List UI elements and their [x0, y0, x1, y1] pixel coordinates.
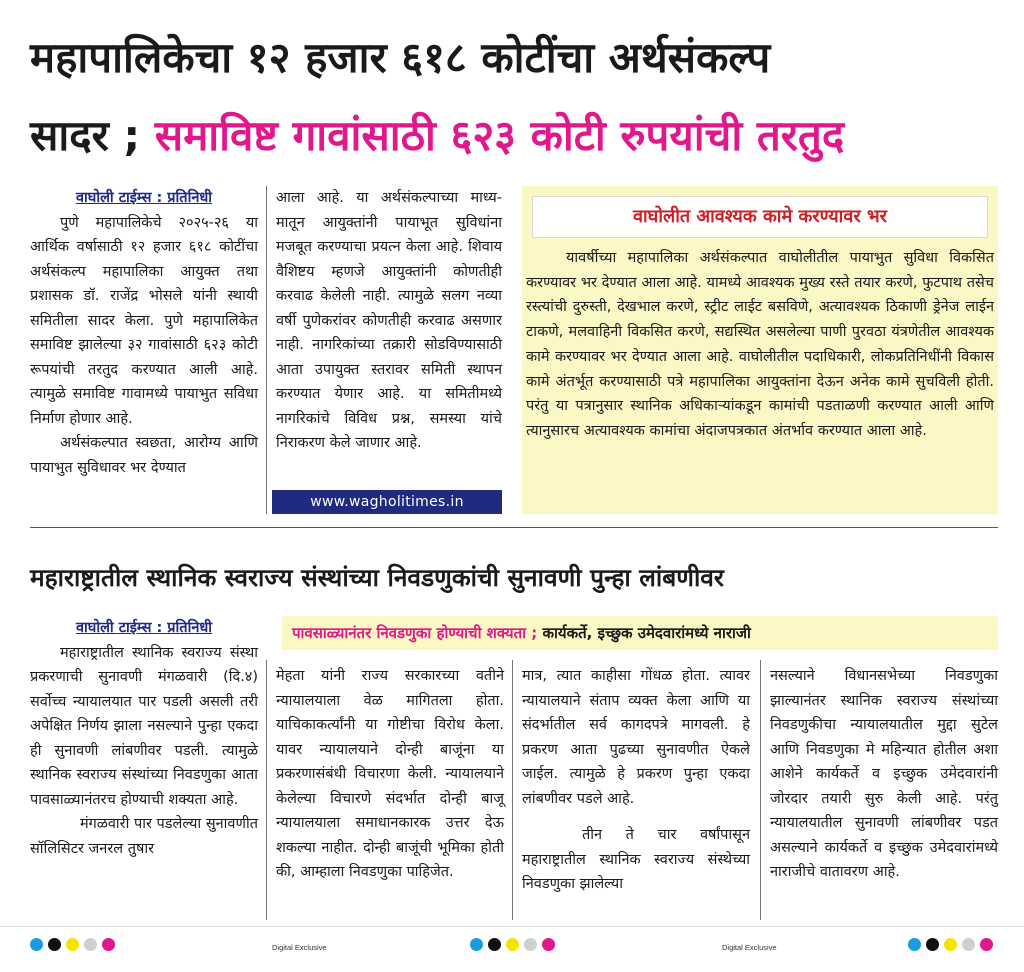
article2-subheadline-rest: कार्यकर्ते, इच्छुक उमेदवारांमध्ये नाराजी: [542, 624, 751, 642]
article2-column-3: [522, 664, 750, 897]
article1-paragraph-2: अर्थसंकल्पात स्वछता, आरोग्य आणि पायाभुत सुविधावर भर देण्यात: [30, 435, 258, 476]
column-divider: [512, 660, 513, 920]
registration-dot: [48, 938, 61, 951]
registration-dot: [926, 938, 939, 951]
article1-paragraph-3: आला आहे. या अर्थसंकल्पाच्या माध्य- मातून आयुक्तांनी पायाभूत सुविधांना मजबूत करण्याचा प्रयत्न केला आहे. शिवाय वैशिष्टय म्हणजे आयुक्तांनी कोणतीही करवाढ केलेली नाही. त्यामुळे सलग नव्या वर्षी पुणेकरांवर कोणतीही करवाढ असणार नाही. नागरिकांच्या तक्रारी सोडविण्यासाठी आता उपायुक्त स्तरावर समिती स्थापन करण्यात येणार आहे. या समितीमध्ये नागरिकांचे विविध प्रश्न, समस्या यांचे निराकरण केले जाणार आहे.: [276, 190, 502, 451]
article2-paragraph-4: मात्र, त्यात काहीसा गोंधळ होता. त्यावर न्यायालयाने संताप व्यक्त केला आणि या संदर्भातील सर्व कागदपत्रे मागवली. हे प्रकरण आता पुढच्या सुनावणीत ऐकले जाईल. त्यामुळे हे प्रकरण पुन्हा एकदा लांबणीवर पडले आहे.: [522, 668, 750, 807]
column-divider: [266, 660, 267, 920]
column-divider: [266, 186, 267, 514]
article2-paragraph-6: नसल्याने विधानसभेच्या निवडणुका झाल्यानंतर स्थानिक स्वराज्य संस्थांच्या निवडणुकीचा न्यायालयातील मुद्दा सुटेल आणि निवडणुका मे महिन्यात होतील अशा आशेने कार्यकर्ते व इच्छुक उमेदवारांनी जोरदार तयारी सुरु केली आहे. परंतु न्यायालयातील सुनावणी लांबणीवर पडत असल्याने कार्यकर्ते व इच्छुक उमेदवारांमध्ये नाराजीचे वातावरण आहे.: [770, 668, 998, 880]
registration-dot: [908, 938, 921, 951]
main-headline-line-2-highlight: समाविष्ट गावांसाठी ६२३ कोटी रुपयांची तरतुद: [154, 111, 845, 160]
article2-column-4: [770, 664, 998, 885]
digital-exclusive-label-left: Digital Exclusive: [272, 943, 327, 952]
highlight-title: वाघोलीत आवश्यक कामे करण्यावर भर: [532, 196, 988, 238]
registration-marks-right: [908, 938, 993, 952]
registration-dot: [980, 938, 993, 951]
article2-paragraph-2: मंगळवारी पार पडलेल्या सुनावणीत सॉलिसिटर जनरल तुषार: [30, 816, 258, 857]
article1-byline: वाघोली टाईम्स : प्रतिनिधी: [75, 190, 213, 206]
footer-rule: [0, 926, 1024, 927]
main-headline-line-2: [30, 108, 1000, 164]
registration-dot: [102, 938, 115, 951]
registration-marks-left: [30, 938, 115, 952]
registration-dot: [84, 938, 97, 951]
article1-column-2: [276, 186, 502, 456]
registration-dot: [944, 938, 957, 951]
article2-subheadline: [282, 616, 998, 650]
article2-subheadline-lead: पावसाळ्यानंतर निवडणुका होण्याची शक्यता ;: [292, 624, 543, 642]
column-divider: [760, 660, 761, 920]
registration-dot: [962, 938, 975, 951]
article1-paragraph-1: पुणे महापालिकेचे २०२५-२६ या आर्थिक वर्षासाठी १२ हजार ६१८ कोटींचा अर्थसंकल्प महापालिका आयुक्त तथा प्रशासक डॉ. राजेंद्र भोसले यांनी स्थायी समितीला सादर केला. पुणे महापालिकेत समाविष्ट झालेल्या ३२ गावांसाठी ६२३ कोटी रूपयांची तरतुद करण्यात आली आहे. त्यामुळे समाविष्ट गावामध्ये पायाभुत सविधा निर्माण होणार आहे.: [30, 214, 258, 427]
article2-byline: वाघोली टाईम्स : प्रतिनिधी: [75, 620, 213, 636]
registration-dot: [66, 938, 79, 951]
article2-paragraph-5: तीन ते चार वर्षांपासून महाराष्ट्रातील स्थानिक स्वराज्य संस्थेच्या निवडणुका झालेल्या: [522, 827, 750, 892]
article2-column-2: [276, 664, 504, 885]
article1-column-1: [30, 186, 258, 480]
digital-exclusive-label-right: Digital Exclusive: [722, 943, 777, 952]
registration-dot: [524, 938, 537, 951]
article2-paragraph-1: महाराष्ट्रातील स्थानिक स्वराज्य संस्था प्रकरणाची सुनावणी मंगळवारी (दि.४) सर्वोच्च न्यायालयात पार पडली असली तरी अपेक्षित निर्णय झाला नसल्याने पुन्हा एकदा ही सुनावणी लांबणीवर पडली. त्यामुळे स्थानिक स्वराज्य संस्थांच्या निवडणुका आता पावसाळ्यानंतरच होण्याची शक्यता आहे.: [30, 644, 258, 808]
registration-dot: [470, 938, 483, 951]
main-headline-line-1: महापालिकेचा १२ हजार ६१८ कोटींचा अर्थसंकल्प: [30, 33, 771, 82]
main-headline-line-2-lead: सादर ;: [30, 111, 155, 160]
registration-dot: [542, 938, 555, 951]
article2-column-1: [30, 616, 258, 861]
registration-dot: [488, 938, 501, 951]
registration-marks-center: [470, 938, 555, 952]
section-divider: [30, 527, 998, 528]
article2-headline: महाराष्ट्रातील स्थानिक स्वराज्य संस्थांच्या निवडणुकांची सुनावणी पुन्हा लांबणीवर: [30, 563, 724, 592]
website-banner: www.wagholitimes.in: [272, 490, 502, 514]
highlight-body: यावर्षीच्या महापालिका अर्थसंकल्पात वाघोलीतील पायाभुत सुविधा विकसित करण्यावर भर देण्यात आला आहे. यामध्ये आवश्यक मुख्य रस्ते तयार करणे, फुटपाथ तसेच रस्त्यांची दुरुस्ती, देखभाल करणे, स्ट्रीट लाईट बसविणे, अत्यावश्यक ठिकाणी ड्रेनेज लाईन टाकणे, मलवाहिनी विकसित करणे, सद्यस्थित असलेल्या पाणी पुरवठा यंत्रणेतील आवश्यक कामे करण्यावर भर देण्यात आला आहे. वाघोलीतील पदाधिकारी, लोकप्रतिनिधींनी विकास कामे अंतर्भूत करण्यासाठी पत्रे महापालिका आयुक्तांना देऊन अनेक कामे सुचविली होती. परंतु या पत्रानुसार स्थानिक अधिकाऱ्यांकडून कामांची पडताळणी करण्यात आली आणि त्यानुसारच अत्यावश्यक कामांचा अंदाजपत्रकात अंतर्भाव करण्यात आला आहे.: [526, 250, 994, 439]
article2-paragraph-3: मेहता यांनी राज्य सरकारच्या वतीने न्यायालयाला वेळ मागितला होता. याचिकाकर्त्यांनी या गोष्टीचा विरोध केला. यावर न्यायालयाने दोन्ही बाजूंना या प्रकरणासंबंधी विचारणा केली. न्यायालयाने केलेल्या विचारणे संदर्भात दोन्ही बाजू न्यायालयाला समाधानकारक उत्तर देऊ शकल्या नाहीत. दोन्ही बाजूंची भूमिका होती की, आम्हाला निवडणुका पाहिजेत.: [276, 668, 504, 880]
registration-dot: [506, 938, 519, 951]
registration-dot: [30, 938, 43, 951]
